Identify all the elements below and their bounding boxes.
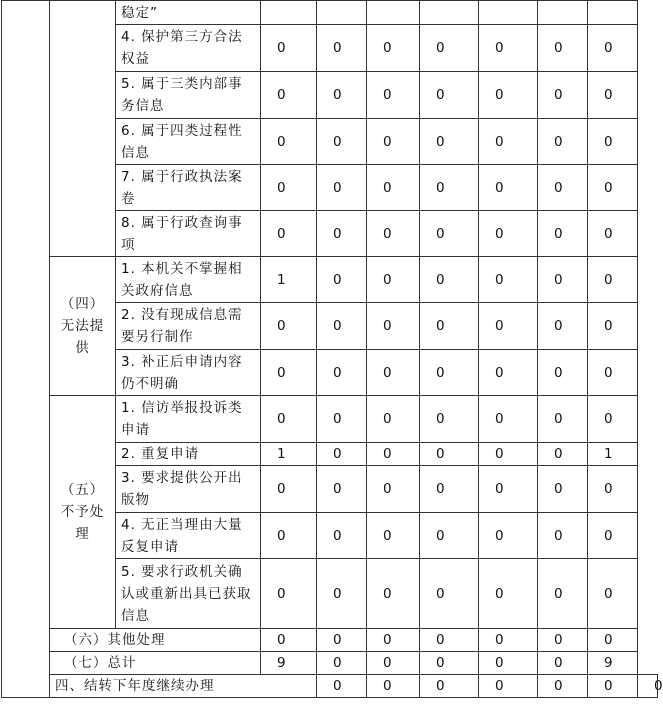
value-cell: 0 bbox=[367, 559, 420, 629]
value-cell: 0 bbox=[479, 675, 538, 698]
row-label: 3. 要求提供公开出版物 bbox=[116, 466, 261, 513]
value-cell: 0 bbox=[261, 466, 317, 513]
value-cell: 0 bbox=[261, 303, 317, 350]
value-cell: 0 bbox=[479, 165, 538, 211]
value-cell: 0 bbox=[317, 652, 367, 675]
value-cell: 0 bbox=[367, 165, 420, 211]
value-cell: 0 bbox=[420, 303, 479, 350]
group-cell-continued bbox=[50, 1, 116, 257]
value-cell: 0 bbox=[479, 211, 538, 257]
value-cell bbox=[261, 1, 317, 25]
value-cell: 0 bbox=[367, 675, 420, 698]
value-cell: 0 bbox=[479, 629, 538, 652]
value-cell: 0 bbox=[367, 25, 420, 72]
value-cell: 0 bbox=[538, 675, 588, 698]
value-cell: 0 bbox=[538, 350, 588, 396]
value-cell: 0 bbox=[261, 25, 317, 72]
value-cell: 0 bbox=[588, 72, 638, 119]
value-cell: 0 bbox=[367, 396, 420, 443]
value-cell: 0 bbox=[538, 513, 588, 559]
value-cell: 0 bbox=[538, 119, 588, 165]
value-cell: 0 bbox=[588, 119, 638, 165]
table-row bbox=[2, 257, 658, 303]
value-cell: 0 bbox=[420, 25, 479, 72]
value-cell: 0 bbox=[538, 25, 588, 72]
value-cell: 0 bbox=[367, 211, 420, 257]
row-label: 1. 信访举报投诉类申请 bbox=[116, 396, 261, 443]
value-cell bbox=[479, 1, 538, 25]
value-cell: 0 bbox=[317, 513, 367, 559]
value-cell: 0 bbox=[538, 165, 588, 211]
value-cell bbox=[367, 1, 420, 25]
value-cell: 0 bbox=[588, 466, 638, 513]
group-label-not-process: （五）不予处理 bbox=[50, 396, 116, 629]
value-cell: 0 bbox=[420, 443, 479, 466]
value-cell: 0 bbox=[538, 629, 588, 652]
value-cell: 0 bbox=[479, 559, 538, 629]
value-cell: 0 bbox=[420, 513, 479, 559]
value-cell: 0 bbox=[317, 165, 367, 211]
value-cell: 0 bbox=[261, 629, 317, 652]
value-cell: 0 bbox=[261, 350, 317, 396]
value-cell bbox=[538, 1, 588, 25]
value-cell: 0 bbox=[420, 559, 479, 629]
row-label: （六）其他处理 bbox=[50, 629, 261, 652]
row-label: （七）总计 bbox=[50, 652, 261, 675]
value-cell: 0 bbox=[479, 257, 538, 303]
value-cell: 0 bbox=[317, 675, 367, 698]
value-cell: 0 bbox=[367, 629, 420, 652]
value-cell: 0 bbox=[588, 513, 638, 559]
value-cell: 0 bbox=[317, 25, 367, 72]
row-label: 4. 无正当理由大量反复申请 bbox=[116, 513, 261, 559]
value-cell: 0 bbox=[317, 466, 367, 513]
value-cell: 0 bbox=[261, 72, 317, 119]
value-cell: 0 bbox=[317, 443, 367, 466]
value-cell: 0 bbox=[367, 652, 420, 675]
value-cell: 0 bbox=[538, 443, 588, 466]
value-cell: 0 bbox=[588, 165, 638, 211]
row-label: 1. 本机关不掌握相关政府信息 bbox=[116, 257, 261, 303]
value-cell: 0 bbox=[479, 350, 538, 396]
row-label: 2. 重复申请 bbox=[116, 443, 261, 466]
value-cell: 0 bbox=[420, 350, 479, 396]
row-label: 3. 补正后申请内容仍不明确 bbox=[116, 350, 261, 396]
value-cell bbox=[420, 1, 479, 25]
value-cell: 0 bbox=[317, 559, 367, 629]
value-cell: 0 bbox=[261, 559, 317, 629]
value-cell: 0 bbox=[367, 303, 420, 350]
value-cell: 1 bbox=[588, 443, 638, 466]
value-cell: 0 bbox=[420, 72, 479, 119]
value-cell: 0 bbox=[638, 675, 658, 698]
value-cell: 0 bbox=[317, 303, 367, 350]
group-label-no-provide: （四）无法提供 bbox=[50, 257, 116, 396]
value-cell: 0 bbox=[479, 119, 538, 165]
value-cell: 0 bbox=[261, 119, 317, 165]
value-cell: 0 bbox=[317, 629, 367, 652]
value-cell: 0 bbox=[538, 652, 588, 675]
value-cell: 9 bbox=[261, 652, 317, 675]
row-label: 6. 属于四类过程性信息 bbox=[116, 119, 261, 165]
value-cell: 0 bbox=[261, 513, 317, 559]
row-label: 7. 属于行政执法案卷 bbox=[116, 165, 261, 211]
row-label: 5. 属于三类内部事务信息 bbox=[116, 72, 261, 119]
value-cell: 0 bbox=[367, 466, 420, 513]
value-cell: 0 bbox=[588, 257, 638, 303]
value-cell: 0 bbox=[261, 165, 317, 211]
value-cell: 0 bbox=[538, 559, 588, 629]
value-cell: 0 bbox=[420, 257, 479, 303]
value-cell: 0 bbox=[420, 396, 479, 443]
value-cell: 0 bbox=[538, 396, 588, 443]
row-label: 4. 保护第三方合法权益 bbox=[116, 25, 261, 72]
value-cell: 0 bbox=[479, 466, 538, 513]
outer-section-cell bbox=[2, 1, 50, 698]
value-cell: 0 bbox=[479, 513, 538, 559]
value-cell: 0 bbox=[479, 303, 538, 350]
disclosure-statistics-table bbox=[1, 0, 663, 698]
value-cell: 0 bbox=[420, 165, 479, 211]
value-cell: 0 bbox=[588, 675, 638, 698]
value-cell: 0 bbox=[420, 629, 479, 652]
row-label: 稳定” bbox=[116, 1, 261, 25]
table-row bbox=[2, 675, 658, 698]
value-cell: 0 bbox=[317, 211, 367, 257]
value-cell: 0 bbox=[479, 443, 538, 466]
value-cell: 0 bbox=[317, 257, 367, 303]
value-cell: 0 bbox=[420, 211, 479, 257]
value-cell bbox=[588, 1, 638, 25]
value-cell: 0 bbox=[317, 72, 367, 119]
value-cell: 0 bbox=[367, 257, 420, 303]
table-row bbox=[2, 652, 658, 675]
table-row bbox=[2, 396, 658, 443]
table-row bbox=[2, 1, 658, 25]
row-label: 2. 没有现成信息需要另行制作 bbox=[116, 303, 261, 350]
row-label: 5. 要求行政机关确认或重新出具已获取信息 bbox=[116, 559, 261, 629]
value-cell: 0 bbox=[538, 257, 588, 303]
value-cell: 0 bbox=[479, 652, 538, 675]
value-cell: 0 bbox=[479, 25, 538, 72]
value-cell: 0 bbox=[538, 72, 588, 119]
value-cell: 0 bbox=[479, 72, 538, 119]
value-cell: 0 bbox=[420, 675, 479, 698]
value-cell: 0 bbox=[420, 119, 479, 165]
value-cell: 0 bbox=[317, 350, 367, 396]
value-cell: 1 bbox=[261, 257, 317, 303]
value-cell: 0 bbox=[538, 211, 588, 257]
value-cell: 0 bbox=[367, 443, 420, 466]
value-cell: 0 bbox=[588, 396, 638, 443]
value-cell: 0 bbox=[420, 652, 479, 675]
table-row bbox=[2, 629, 658, 652]
value-cell: 0 bbox=[588, 559, 638, 629]
value-cell: 0 bbox=[588, 25, 638, 72]
value-cell: 0 bbox=[538, 303, 588, 350]
value-cell: 9 bbox=[588, 652, 638, 675]
value-cell: 0 bbox=[261, 211, 317, 257]
value-cell: 0 bbox=[420, 466, 479, 513]
value-cell: 0 bbox=[317, 396, 367, 443]
value-cell: 0 bbox=[588, 350, 638, 396]
row-label: 四、结转下年度继续办理 bbox=[50, 675, 317, 698]
value-cell: 0 bbox=[367, 119, 420, 165]
value-cell: 0 bbox=[588, 211, 638, 257]
value-cell: 0 bbox=[367, 513, 420, 559]
value-cell: 0 bbox=[479, 396, 538, 443]
value-cell bbox=[317, 1, 367, 25]
value-cell: 1 bbox=[261, 443, 317, 466]
value-cell: 0 bbox=[367, 72, 420, 119]
row-label: 8. 属于行政查询事项 bbox=[116, 211, 261, 257]
value-cell: 0 bbox=[317, 119, 367, 165]
value-cell: 0 bbox=[588, 303, 638, 350]
value-cell: 0 bbox=[367, 350, 420, 396]
value-cell: 0 bbox=[588, 629, 638, 652]
value-cell: 0 bbox=[261, 396, 317, 443]
value-cell: 0 bbox=[538, 466, 588, 513]
